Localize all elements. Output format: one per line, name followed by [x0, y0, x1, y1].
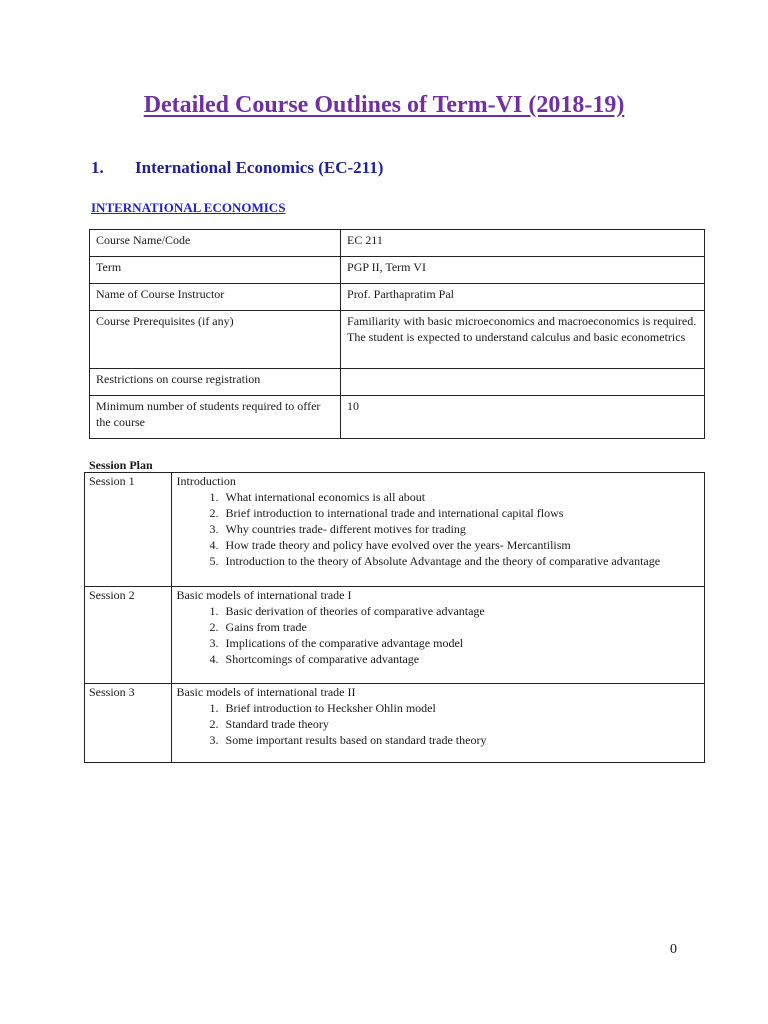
session-label: Session 1: [85, 473, 172, 587]
section-heading: [91, 158, 383, 178]
page-number: 0: [670, 942, 677, 957]
info-value: [341, 369, 705, 396]
session-topic-list: [177, 603, 699, 667]
list-item: 3. Implications of the comparative advantage model: [222, 635, 699, 651]
list-item: 3. Some important results based on standard trade theory: [222, 732, 699, 748]
section-title: International Economics (EC-211): [135, 158, 384, 177]
list-item: 2. Gains from trade: [222, 619, 699, 635]
session-topic: Introduction: [176, 474, 236, 488]
info-key: Course Prerequisites (if any): [90, 311, 341, 369]
session-content: [171, 473, 704, 587]
session-topic-list: [177, 700, 699, 748]
session-content: [171, 684, 704, 763]
table-row: [90, 230, 705, 257]
session-plan-table: [84, 472, 705, 763]
info-value: Prof. Parthapratim Pal: [341, 284, 705, 311]
page-title: Detailed Course Outlines of Term-VI (2018-19): [143, 92, 625, 118]
list-item: 3. Why countries trade- different motives for trading: [222, 521, 699, 537]
session-label: Session 2: [85, 587, 172, 684]
list-item: 5. Introduction to the theory of Absolute Advantage and the theory of comparative advantage: [222, 553, 699, 569]
list-item: 1. Brief introduction to Hecksher Ohlin model: [222, 700, 699, 716]
info-key: Course Name/Code: [90, 230, 341, 257]
session-row: [85, 473, 705, 587]
info-value: Familiarity with basic microeconomics and macroeconomics is required. The student is expected to understand calculus and basic econometrics: [341, 311, 705, 369]
session-topic: Basic models of international trade I: [176, 588, 352, 602]
session-row: [85, 684, 705, 763]
session-plan-label: Session Plan: [89, 458, 153, 472]
session-content: [171, 587, 704, 684]
info-value: 10: [341, 396, 705, 439]
table-row: [90, 396, 705, 439]
list-item: 4. Shortcomings of comparative advantage: [222, 651, 699, 667]
list-item: 4. How trade theory and policy have evolved over the years- Mercantilism: [222, 537, 699, 553]
list-item: 1. Basic derivation of theories of comparative advantage: [222, 603, 699, 619]
session-topic-list: [177, 489, 699, 569]
info-value: EC 211: [341, 230, 705, 257]
table-row: [90, 311, 705, 369]
session-row: [85, 587, 705, 684]
info-key: Name of Course Instructor: [90, 284, 341, 311]
info-key: Term: [90, 257, 341, 284]
info-key: Minimum number of students required to offer the course: [90, 396, 341, 439]
table-row: [90, 369, 705, 396]
course-info-table: [89, 229, 705, 439]
list-item: 2. Brief introduction to international trade and international capital flows: [222, 505, 699, 521]
table-row: [90, 257, 705, 284]
session-topic: Basic models of international trade II: [176, 685, 356, 699]
section-number: 1.: [91, 158, 104, 177]
session-label: Session 3: [85, 684, 172, 763]
table-row: [90, 284, 705, 311]
list-item: 1. What international economics is all about: [222, 489, 699, 505]
info-value: PGP II, Term VI: [341, 257, 705, 284]
list-item: 2. Standard trade theory: [222, 716, 699, 732]
course-subheading: INTERNATIONAL ECONOMICS: [91, 200, 286, 215]
info-key: Restrictions on course registration: [90, 369, 341, 396]
